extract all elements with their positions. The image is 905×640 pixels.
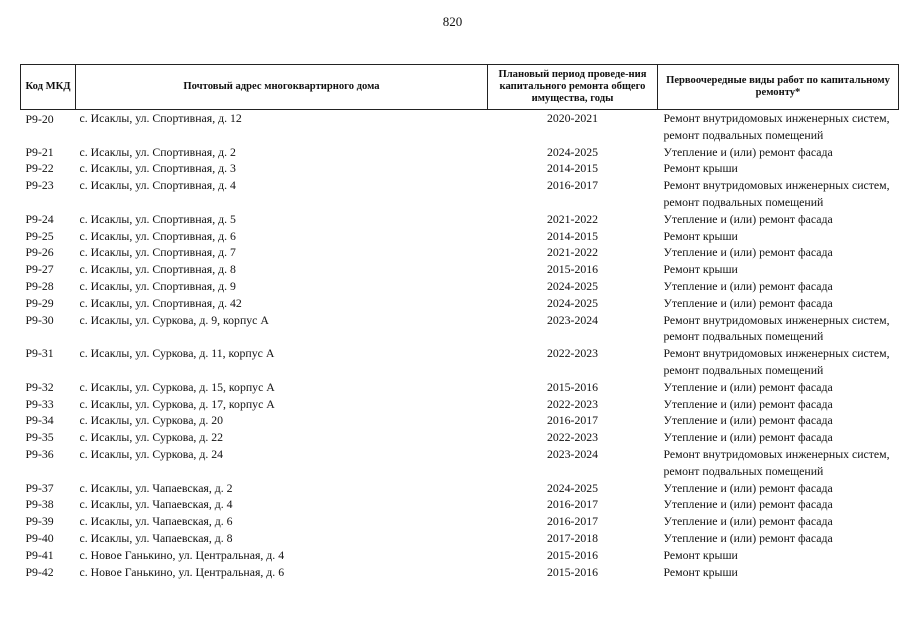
table-row [21, 396, 899, 413]
row-code: Р9-33 [25, 396, 54, 411]
table-row [21, 295, 899, 312]
row-period: 2023-2024 [546, 312, 599, 327]
row-works: Ремонт крыши [663, 262, 738, 277]
row-code: Р9-38 [25, 497, 54, 512]
header-works: Первоочередные виды работ по капитальному ремонту* [658, 65, 899, 110]
table-row [21, 480, 899, 497]
row-works: Утепление и (или) ремонт фасада [663, 396, 833, 411]
row-works: Утепление и (или) ремонт фасада [663, 245, 833, 260]
row-code: Р9-34 [25, 413, 54, 428]
row-period: 2016-2017 [546, 413, 599, 428]
table-row [21, 278, 899, 295]
row-period: 2014-2015 [546, 228, 599, 243]
row-works: Утепление и (или) ремонт фасада [663, 379, 833, 394]
row-address: с. Исаклы, ул. Чапаевская, д. 2 [79, 480, 233, 495]
header-address: Почтовый адрес многоквартирного дома [76, 65, 488, 110]
row-address: с. Исаклы, ул. Спортивная, д. 7 [79, 245, 236, 260]
row-address: с. Исаклы, ул. Суркова, д. 9, корпус А [79, 312, 269, 327]
row-address: с. Исаклы, ул. Суркова, д. 22 [79, 430, 224, 445]
row-address: с. Исаклы, ул. Спортивная, д. 6 [79, 228, 236, 243]
row-code: Р9-31 [25, 346, 54, 361]
row-address: с. Исаклы, ул. Спортивная, д. 4 [79, 178, 236, 193]
row-code: Р9-28 [25, 278, 54, 293]
row-period: 2024-2025 [546, 480, 599, 495]
header-row [21, 65, 899, 110]
row-code: Р9-42 [25, 564, 54, 579]
row-address: с. Новое Ганькино, ул. Центральная, д. 6 [79, 564, 285, 579]
row-code: Р9-39 [25, 514, 54, 529]
row-works: Ремонт внутридомовых инженерных систем, ремонт подвальных помещений [663, 111, 890, 142]
row-address: с. Исаклы, ул. Чапаевская, д. 6 [79, 514, 233, 529]
header-code: Код МКД [21, 65, 76, 110]
row-address: с. Исаклы, ул. Чапаевская, д. 8 [79, 530, 233, 545]
table-row [21, 379, 899, 396]
row-works: Утепление и (или) ремонт фасада [663, 514, 833, 529]
row-address: с. Исаклы, ул. Суркова, д. 11, корпус А [79, 346, 275, 361]
row-address: с. Исаклы, ул. Спортивная, д. 5 [79, 211, 236, 226]
row-period: 2015-2016 [546, 547, 599, 562]
row-period: 2021-2022 [546, 245, 599, 260]
row-address: с. Исаклы, ул. Суркова, д. 17, корпус А [79, 396, 275, 411]
row-works: Утепление и (или) ремонт фасада [663, 211, 833, 226]
row-period: 2022-2023 [546, 396, 599, 411]
row-address: с. Исаклы, ул. Спортивная, д. 3 [79, 161, 236, 176]
row-period: 2023-2024 [546, 446, 599, 461]
row-period: 2024-2025 [546, 278, 599, 293]
row-code: Р9-20 [25, 112, 54, 126]
table-row [21, 261, 899, 278]
row-works: Ремонт внутридомовых инженерных систем, ремонт подвальных помещений [663, 312, 890, 344]
row-period: 2017-2018 [546, 530, 599, 545]
row-works: Утепление и (или) ремонт фасада [663, 497, 833, 512]
row-code: Р9-22 [25, 161, 54, 176]
row-works: Ремонт внутридомовых инженерных систем, ремонт подвальных помещений [663, 346, 890, 377]
row-code: Р9-37 [25, 480, 54, 495]
table-body [21, 110, 899, 581]
row-code: Р9-26 [25, 245, 54, 260]
row-period: 2016-2017 [546, 497, 599, 512]
row-code: Р9-41 [25, 547, 54, 562]
row-works: Ремонт крыши [663, 161, 738, 176]
row-address: с. Исаклы, ул. Спортивная, д. 8 [79, 262, 236, 277]
row-address: с. Исаклы, ул. Чапаевская, д. 4 [79, 497, 233, 512]
row-period: 2015-2016 [546, 379, 599, 394]
table-row [21, 564, 899, 581]
row-address: с. Исаклы, ул. Спортивная, д. 2 [79, 144, 236, 159]
row-code: Р9-27 [25, 262, 54, 277]
table-row [21, 530, 899, 547]
table-row [21, 345, 899, 379]
row-works: Утепление и (или) ремонт фасада [663, 278, 833, 293]
row-period: 2016-2017 [546, 178, 599, 193]
row-code: Р9-32 [25, 379, 54, 394]
table-row [21, 110, 899, 144]
row-period: 2021-2022 [546, 211, 599, 226]
row-works: Ремонт внутридомовых инженерных систем, ремонт подвальных помещений [663, 446, 890, 478]
page-number: 820 [442, 14, 463, 29]
header-period: Плановый период проведе-ния капитального ремонта общего имущества, годы [488, 65, 658, 110]
row-code: Р9-29 [25, 295, 54, 310]
table-row [21, 228, 899, 245]
table-row [21, 244, 899, 261]
row-period: 2014-2015 [546, 161, 599, 176]
row-code: Р9-40 [25, 530, 54, 545]
table-row [21, 312, 899, 346]
table-row [21, 513, 899, 530]
row-period: 2015-2016 [546, 564, 599, 579]
row-address: с. Исаклы, ул. Суркова, д. 15, корпус А [79, 379, 275, 394]
row-works: Ремонт крыши [663, 547, 738, 562]
row-period: 2024-2025 [546, 144, 599, 159]
capital-repair-table [20, 64, 899, 580]
row-code: Р9-35 [25, 430, 54, 445]
table-row [21, 211, 899, 228]
table-row [21, 547, 899, 564]
row-code: Р9-21 [25, 144, 54, 159]
table-row [21, 446, 899, 480]
table-row [21, 144, 899, 161]
row-period: 2016-2017 [546, 514, 599, 529]
row-works: Ремонт крыши [663, 228, 738, 243]
table-row [21, 160, 899, 177]
row-address: с. Исаклы, ул. Суркова, д. 24 [79, 446, 224, 461]
row-period: 2024-2025 [546, 295, 599, 310]
row-address: с. Исаклы, ул. Спортивная, д. 12 [79, 111, 242, 125]
table-row [21, 412, 899, 429]
table-row [21, 496, 899, 513]
row-code: Р9-24 [25, 211, 54, 226]
row-address: с. Исаклы, ул. Суркова, д. 20 [79, 413, 224, 428]
row-code: Р9-30 [25, 312, 54, 327]
row-works: Утепление и (или) ремонт фасада [663, 413, 833, 428]
row-period: 2020-2021 [546, 111, 599, 125]
row-period: 2022-2023 [546, 430, 599, 445]
row-period: 2022-2023 [546, 346, 599, 361]
row-works: Утепление и (или) ремонт фасада [663, 144, 833, 159]
row-works: Утепление и (или) ремонт фасада [663, 480, 833, 495]
row-address: с. Исаклы, ул. Спортивная, д. 42 [79, 295, 242, 310]
row-address: с. Новое Ганькино, ул. Центральная, д. 4 [79, 547, 285, 562]
row-code: Р9-23 [25, 178, 54, 193]
row-works: Утепление и (или) ремонт фасада [663, 430, 833, 445]
row-address: с. Исаклы, ул. Спортивная, д. 9 [79, 278, 236, 293]
row-works: Ремонт внутридомовых инженерных систем, ремонт подвальных помещений [663, 178, 890, 209]
row-works: Утепление и (или) ремонт фасада [663, 530, 833, 545]
row-period: 2015-2016 [546, 262, 599, 277]
table-header [21, 65, 899, 110]
table-row [21, 429, 899, 446]
row-works: Ремонт крыши [663, 564, 738, 579]
row-works: Утепление и (или) ремонт фасада [663, 295, 833, 310]
row-code: Р9-25 [25, 228, 54, 243]
row-code: Р9-36 [25, 446, 54, 461]
table-row [21, 177, 899, 211]
